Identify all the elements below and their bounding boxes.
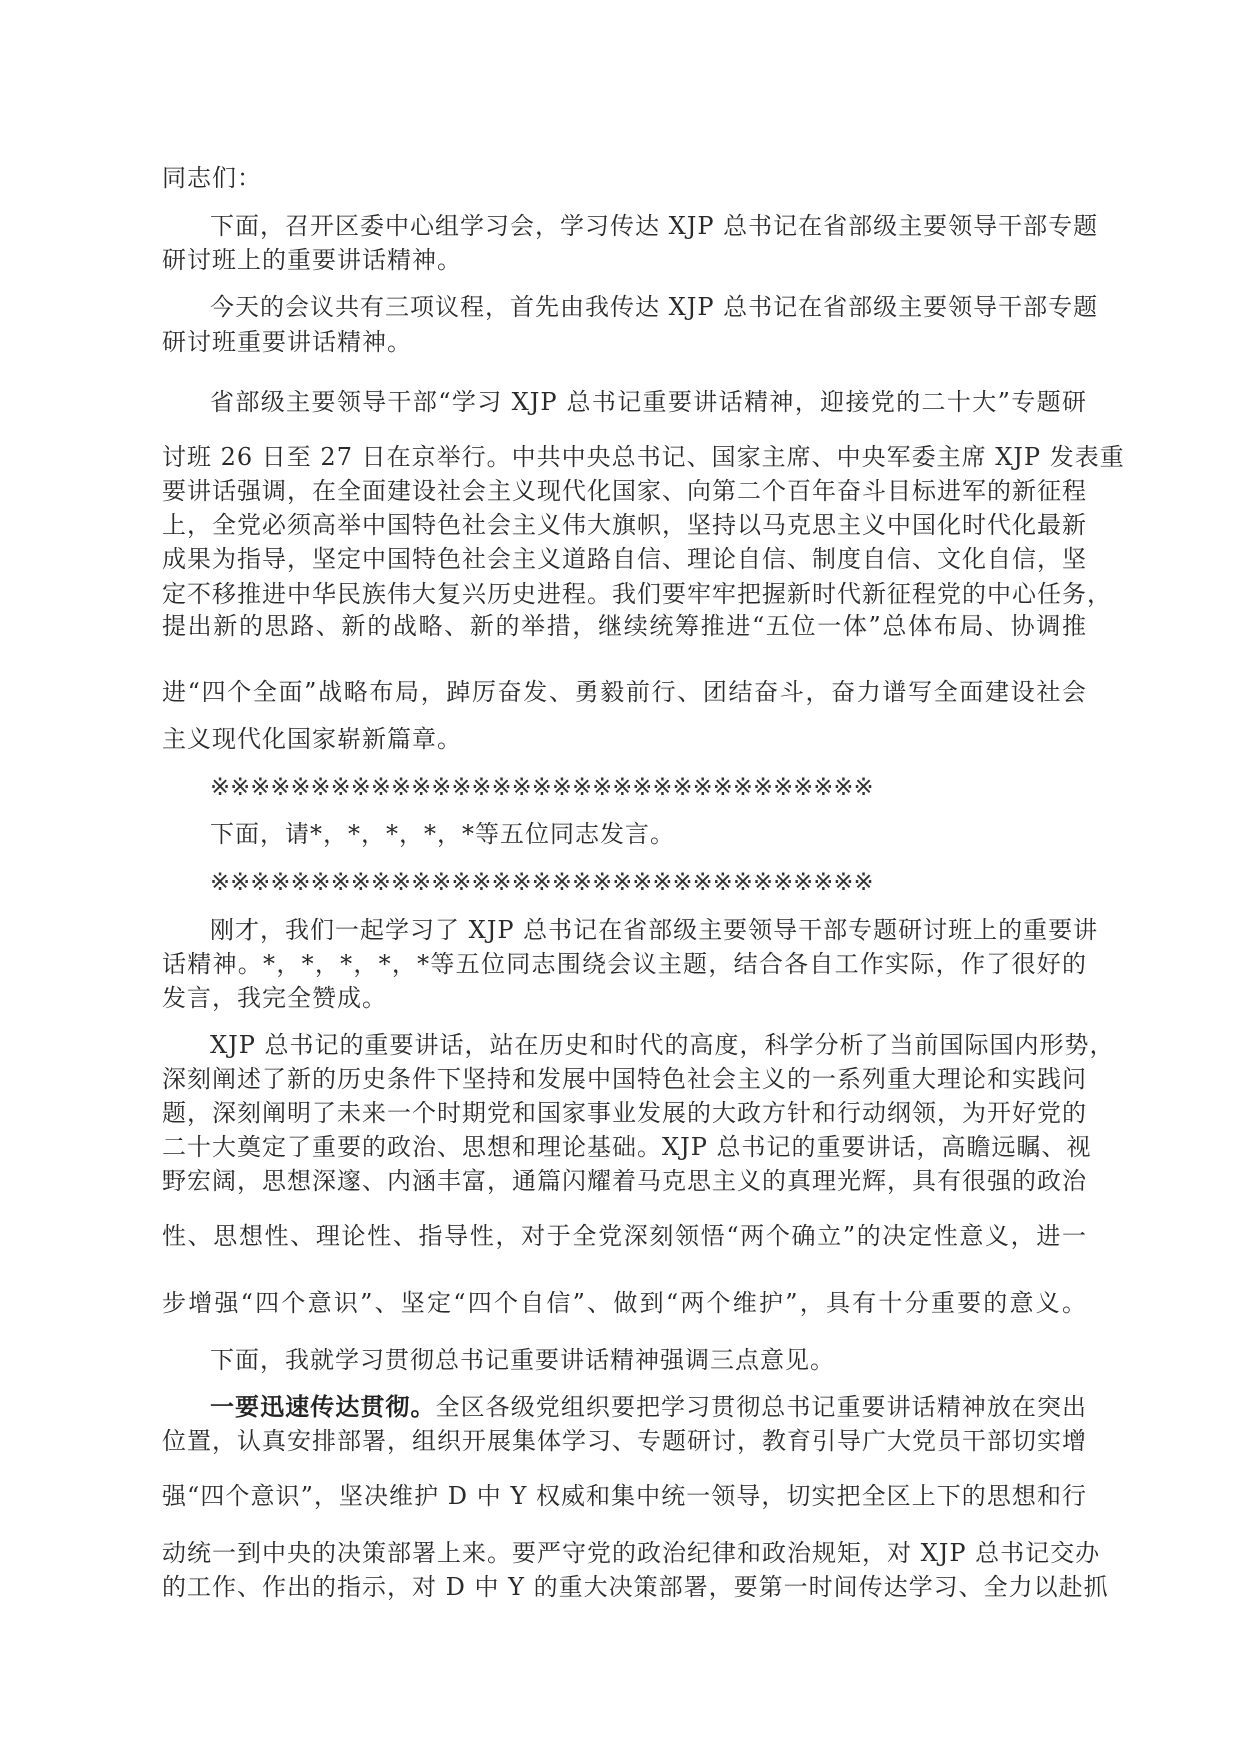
paragraph-5-line: 野宏阔，思想深邃、内涵丰富，通篇闪耀着马克思主义的真理光辉，具有很强的政治	[162, 1167, 1087, 1195]
paragraph-4-line: 刚才，我们一起学习了 XJP 总书记在省部级主要领导干部专题研讨班上的重要讲	[210, 916, 1099, 944]
paragraph-7-line: 强“四个意识”，坚决维护 D 中 Y 权威和集中统一领导，切实把全区上下的思想和行	[162, 1482, 1087, 1510]
paragraph-6: 下面，我就学习贯彻总书记重要讲话精神强调三点意见。	[210, 1346, 835, 1374]
paragraph-5-line: 性、思想性、理论性、指导性，对于全党深刻领悟“两个确立”的决定性意义，进一	[162, 1222, 1087, 1250]
paragraph-1-line: 下面，召开区委中心组学习会，学习传达 XJP 总书记在省部级主要领导干部专题	[210, 212, 1099, 240]
paragraph-7-line-rest: 全区各级党组织要把学习贯彻总书记重要讲话精神放在突出	[435, 1393, 1087, 1421]
paragraph-7-line: 的工作、作出的指示，对 D 中 Y 的重大决策部署，要第一时间传达学习、全力以赴抓	[162, 1573, 1109, 1601]
paragraph-7-line	[210, 1391, 1087, 1423]
paragraph-2-line: 今天的会议共有三项议程，首先由我传达 XJP 总书记在省部级主要领导干部专题	[210, 293, 1099, 321]
paragraph-4-line: 话精神。*，*，*，*，*等五位同志围绕会议主题，结合各自工作实际，作了很好的	[162, 950, 1087, 978]
paragraph-5-line: 题，深刻阐明了未来一个时期党和国家事业发展的大政方针和行动纲领，为开好党的	[162, 1099, 1087, 1127]
paragraph-7-line: 动统一到中央的决策部署上来。要严守党的政治纪律和政治规矩，对 XJP 总书记交办	[162, 1539, 1101, 1567]
paragraph-7-lead-bold: 一要迅速传达贯彻。	[210, 1392, 436, 1421]
paragraph-4-line: 发言，我完全赞成。	[162, 984, 387, 1012]
paragraph-3-line: 成果为指导，坚定中国特色社会主义道路自信、理论自信、制度自信、文化自信，坚	[162, 545, 1087, 573]
paragraph-3-line: 定不移推进中华民族伟大复兴历史进程。我们要牢牢把握新时代新征程党的中心任务，	[162, 580, 1112, 608]
paragraph-3-line: 要讲话强调，在全面建设社会主义现代化国家、向第二个百年奋斗目标进军的新征程	[162, 477, 1087, 505]
paragraph-3-line: 主义现代化国家崭新篇章。	[162, 725, 462, 753]
paragraph-2-line: 研讨班重要讲话精神。	[162, 328, 412, 356]
paragraph-5-line: 二十大奠定了重要的政治、思想和理论基础。XJP 总书记的重要讲话，高瞻远瞩、视	[162, 1133, 1092, 1161]
speakers-line: 下面，请*，*，*，*，*等五位同志发言。	[210, 820, 675, 848]
greeting: 同志们：	[162, 164, 262, 192]
paragraph-7-line: 位置，认真安排部署，组织开展集体学习、专题研讨，教育引导广大党员干部切实增	[162, 1427, 1087, 1455]
separator-rule: ※※※※※※※※※※※※※※※※※※※※※※※※※※※※※※※※※	[210, 868, 874, 896]
paragraph-3-line: 提出新的思路、新的战略、新的举措，继续统筹推进“五位一体”总体布局、协调推	[162, 612, 1087, 640]
paragraph-5-line: XJP 总书记的重要讲话，站在历史和时代的高度，科学分析了当前国际国内形势，	[210, 1031, 1115, 1059]
paragraph-3-line: 省部级主要领导干部“学习 XJP 总书记重要讲话精神，迎接党的二十大”专题研	[210, 388, 1087, 416]
separator-rule: ※※※※※※※※※※※※※※※※※※※※※※※※※※※※※※※※※	[210, 773, 874, 801]
paragraph-5-line: 步增强“四个意识”、坚定“四个自信”、做到“两个维护”，具有十分重要的意义。	[162, 1289, 1087, 1317]
paragraph-3-line: 讨班 26 日至 27 日在京举行。中共中央总书记、国家主席、中央军委主席 XJP 发表重	[162, 443, 1125, 471]
paragraph-5-line: 深刻阐述了新的历史条件下坚持和发展中国特色社会主义的一系列重大理论和实践问	[162, 1065, 1087, 1093]
paragraph-3-line: 上，全党必须高举中国特色社会主义伟大旗帜，坚持以马克思主义中国化时代化最新	[162, 511, 1087, 539]
paragraph-3-line: 进“四个全面”战略布局，踔厉奋发、勇毅前行、团结奋斗，奋力谱写全面建设社会	[162, 678, 1087, 706]
paragraph-1-line: 研讨班上的重要讲话精神。	[162, 246, 462, 274]
